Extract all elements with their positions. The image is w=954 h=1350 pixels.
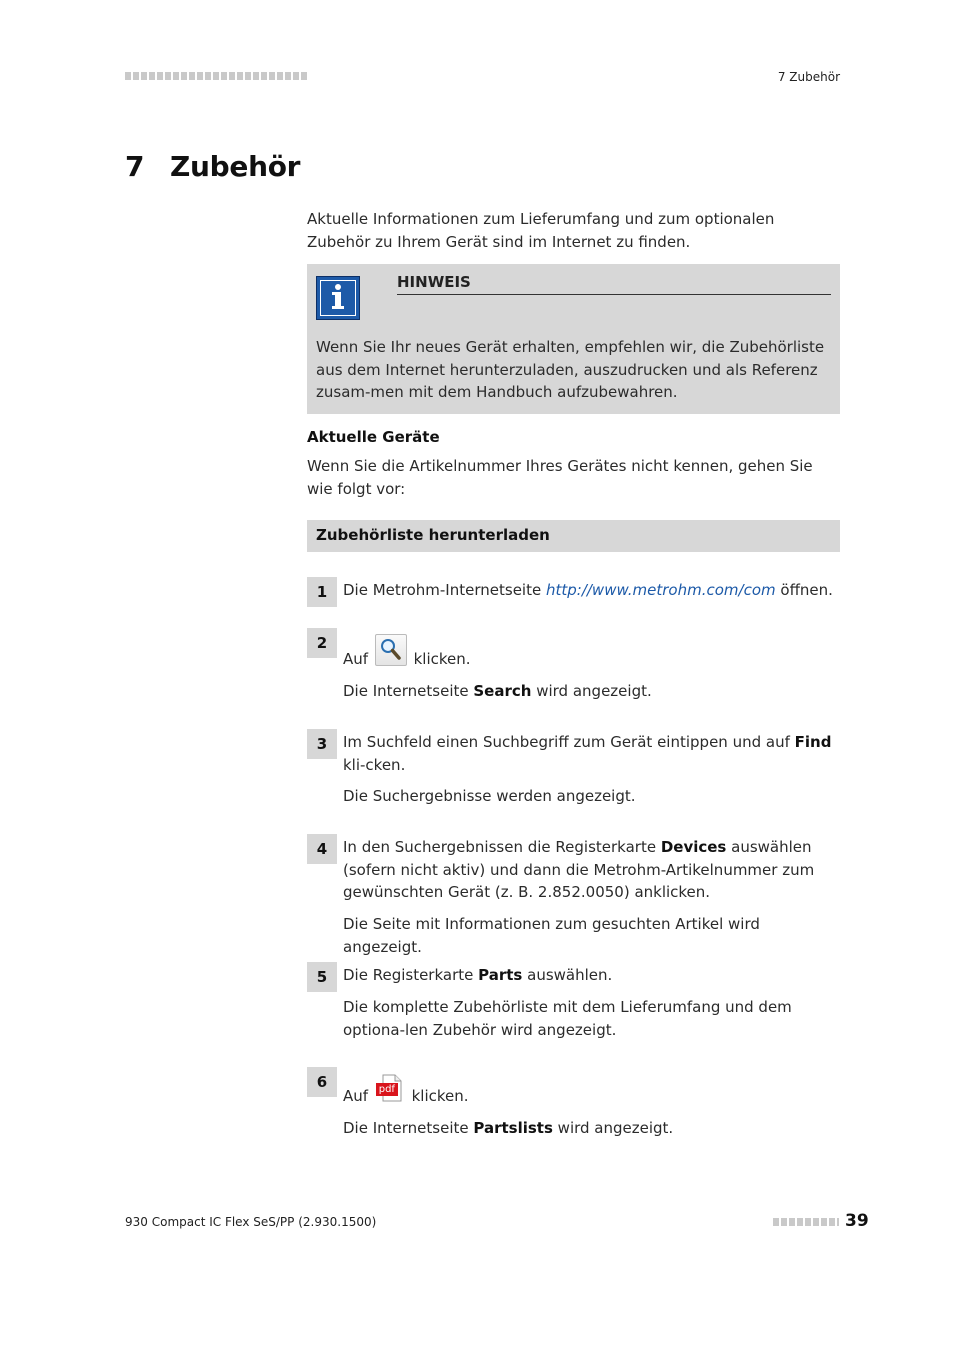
step-text: Die Registerkarte Parts auswählen. xyxy=(343,966,613,984)
step-text: Auf pdf klicken. xyxy=(343,1073,841,1108)
intro-paragraph: Aktuelle Informationen zum Lieferumfang und zum optionalen Zubehör zu Ihrem Gerät sind im Internet zu finden. xyxy=(307,210,775,251)
step-text: In den Suchergebnissen die Registerkarte Devices auswählen (sofern nicht aktiv) und dann die Metrohm-Artikelnummer zum gewünschten Gerät (z. B. 2.852.0050) anklicken. xyxy=(343,838,815,901)
step-text: Die Metrohm-Internetseite http://www.metrohm.com/com öffnen. xyxy=(343,581,833,599)
info-icon xyxy=(316,276,360,320)
section-paragraph: Wenn Sie die Artikelnummer Ihres Gerätes nicht kennen, gehen Sie wie folgt vor: xyxy=(307,457,813,498)
procedure-title: Zubehörliste herunterladen xyxy=(316,526,550,544)
footer-product: 930 Compact IC Flex SeS/PP (2.930.1500) xyxy=(125,1215,377,1229)
note-title: HINWEIS xyxy=(397,273,831,295)
step-number: 5 xyxy=(307,962,337,992)
step-text: Auf klicken. xyxy=(343,634,841,671)
footer-decoration xyxy=(773,1218,839,1226)
header-decoration xyxy=(125,72,307,80)
page-number: 39 xyxy=(845,1211,869,1231)
step-number: 4 xyxy=(307,834,337,864)
step-number: 3 xyxy=(307,729,337,759)
step-result: Die Internetseite Partslists wird angezeigt. xyxy=(343,1119,674,1137)
search-icon[interactable] xyxy=(375,634,407,666)
section-heading: Aktuelle Geräte xyxy=(307,428,440,446)
chapter-number: 7 xyxy=(125,150,145,183)
step-result: Die komplette Zubehörliste mit dem Lieferumfang und dem optiona-len Zubehör wird angezeigt. xyxy=(343,998,792,1039)
running-header: 7 Zubehör xyxy=(777,70,840,84)
pdf-icon-label: pdf xyxy=(376,1083,398,1096)
procedure-header xyxy=(307,520,840,552)
pdf-icon[interactable] xyxy=(375,1073,405,1103)
step-number: 1 xyxy=(307,577,337,607)
step-result: Die Seite mit Informationen zum gesuchten Artikel wird angezeigt. xyxy=(343,915,760,956)
note-text: Wenn Sie Ihr neues Gerät erhalten, empfehlen wir, die Zubehörliste aus dem Internet herunterzuladen, auszudrucken und als Referenz zusam-men mit dem Handbuch aufzubewahren. xyxy=(316,338,825,401)
note-box xyxy=(307,264,840,414)
step-result: Die Suchergebnisse werden angezeigt. xyxy=(343,787,636,805)
chapter-heading xyxy=(125,150,300,183)
step-number: 2 xyxy=(307,628,337,658)
step-text: Im Suchfeld einen Suchbegriff zum Gerät eintippen und auf Find kli-cken. xyxy=(343,733,832,774)
step-number: 6 xyxy=(307,1067,337,1097)
step-result: Die Internetseite Search wird angezeigt. xyxy=(343,682,652,700)
chapter-title: Zubehör xyxy=(170,150,301,183)
metrohm-link[interactable]: http://www.metrohm.com/com xyxy=(545,581,776,599)
